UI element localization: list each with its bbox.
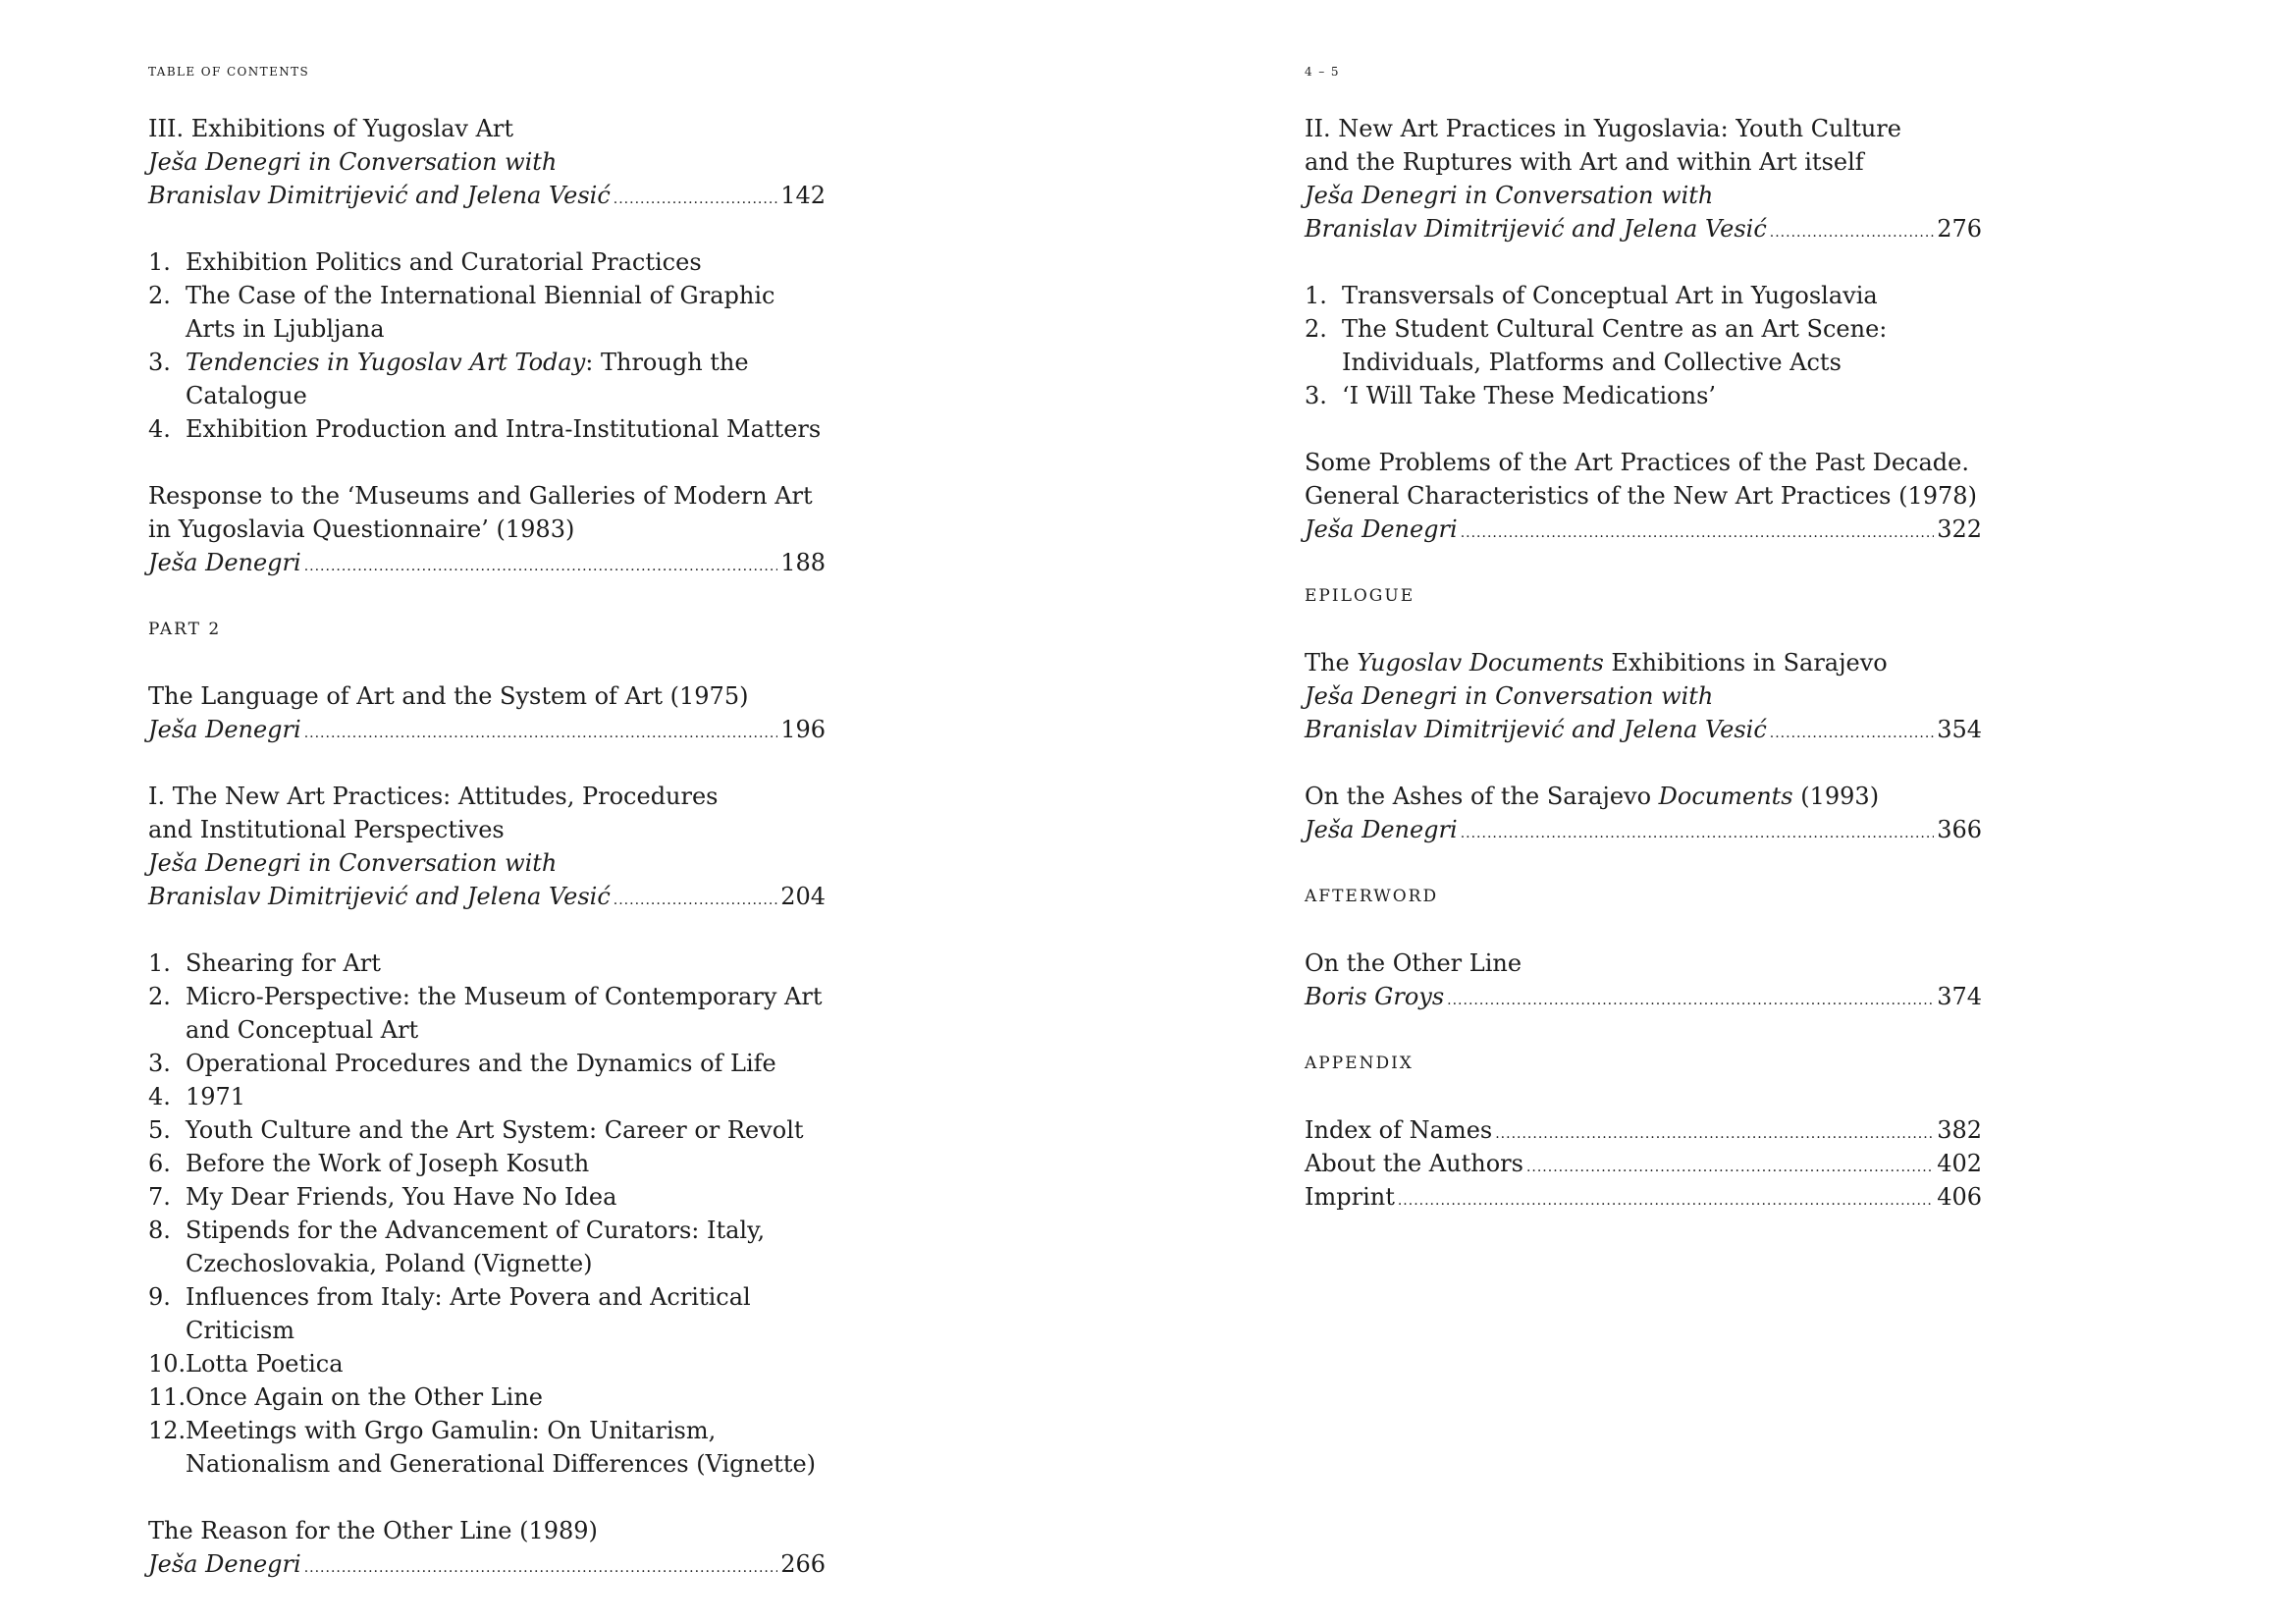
entry-author: Ješa Denegri xyxy=(148,716,301,743)
item-title-italic: Tendencies in Yugoslav Art Today xyxy=(186,349,586,376)
entry-subtitle: Ješa Denegri in Conversation with xyxy=(148,849,558,877)
item-title: The Case of the International Biennial of Graphic Arts in Ljubljana xyxy=(186,282,775,343)
list-item[interactable] xyxy=(148,980,826,1047)
entry-title[interactable]: I. The New Art Practices: Attitudes, Procedures xyxy=(148,783,719,810)
page-number: 354 xyxy=(1937,716,1982,743)
toc-leader-line xyxy=(1305,713,1982,746)
toc-left xyxy=(148,112,826,1581)
item-number: 11. xyxy=(148,1383,187,1411)
item-number: 9. xyxy=(148,1283,171,1311)
page-number: 266 xyxy=(780,1550,826,1578)
item-title: Stipends for the Advancement of Curators: Italy, Czechoslovakia, Poland (Vignette) xyxy=(186,1217,766,1277)
title-part: (1993) xyxy=(1792,783,1880,810)
item-number: 3. xyxy=(148,1050,171,1077)
appendix-entry[interactable] xyxy=(1305,1147,1982,1180)
entry-title[interactable]: The Reason for the Other Line (1989) xyxy=(148,1517,598,1544)
item-title: Operational Procedures and the Dynamics of Life xyxy=(186,1050,776,1077)
entry-author: Ješa Denegri xyxy=(1305,515,1458,543)
item-number: 6. xyxy=(148,1150,171,1177)
page-number: 276 xyxy=(1937,215,1982,243)
section-heading-afterword: AFTERWORD xyxy=(1305,887,1439,906)
item-number: 2. xyxy=(148,983,171,1010)
page-number: 204 xyxy=(780,883,826,910)
item-number: 7. xyxy=(148,1183,171,1211)
leader-dots xyxy=(1495,1113,1934,1151)
appendix-entry[interactable] xyxy=(1305,1180,1982,1214)
entry-title[interactable]: II. New Art Practices in Yugoslavia: Youth Culture xyxy=(1305,115,1901,142)
item-number: 1. xyxy=(148,248,171,276)
item-title xyxy=(186,346,826,412)
entry-author: Ješa Denegri xyxy=(1305,816,1458,843)
leader-dots xyxy=(1770,212,1934,249)
entry-author: Ješa Denegri xyxy=(148,1550,301,1578)
toc-leader-line xyxy=(1305,212,1982,245)
list-item[interactable] xyxy=(148,245,826,279)
entry-title-cont[interactable]: General Characteristics of the New Art Practices (1978) xyxy=(1305,482,1977,510)
leader-dots xyxy=(614,880,777,917)
list-item[interactable] xyxy=(148,1080,826,1113)
list-item[interactable] xyxy=(148,279,826,346)
leader-dots xyxy=(304,1547,777,1585)
leader-dots xyxy=(1461,813,1934,850)
entry-title-cont[interactable]: and the Ruptures with Art and within Art itself xyxy=(1305,148,1864,176)
list-item[interactable] xyxy=(148,412,826,446)
section-heading-part-2: PART 2 xyxy=(148,620,222,639)
section-heading-epilogue: EPILOGUE xyxy=(1305,586,1415,606)
item-title: Micro-Perspective: the Museum of Contemporary Art and Conceptual Art xyxy=(186,983,823,1044)
page-number: 382 xyxy=(1937,1116,1982,1144)
entry-subtitle: Ješa Denegri in Conversation with xyxy=(148,148,558,176)
toc-leader-line xyxy=(148,713,826,746)
entry-title[interactable]: The Language of Art and the System of Art (1975) xyxy=(148,682,749,710)
item-number: 3. xyxy=(148,349,171,376)
list-item[interactable] xyxy=(148,1380,826,1414)
entry-authors: Branislav Dimitrijević and Jelena Vesić xyxy=(148,883,611,910)
item-number: 4. xyxy=(148,415,171,443)
title-part: Exhibitions in Sarajevo xyxy=(1603,649,1888,676)
appendix-label: About the Authors xyxy=(1305,1150,1523,1177)
leader-dots xyxy=(1526,1147,1934,1184)
item-number: 8. xyxy=(148,1217,171,1244)
list-item[interactable] xyxy=(148,1347,826,1380)
page-number: 406 xyxy=(1937,1183,1982,1211)
entry-authors: Branislav Dimitrijević and Jelena Vesić xyxy=(148,182,611,209)
item-number: 2. xyxy=(148,282,171,309)
entry-author: Ješa Denegri xyxy=(148,549,301,576)
leader-dots xyxy=(614,179,777,216)
entry-subtitle: Ješa Denegri in Conversation with xyxy=(1305,682,1714,710)
page-number: 142 xyxy=(780,182,826,209)
item-title: Shearing for Art xyxy=(186,949,381,977)
entry-title[interactable]: On the Other Line xyxy=(1305,949,1522,977)
item-title: 1971 xyxy=(186,1083,246,1110)
page-number: 374 xyxy=(1937,983,1982,1010)
item-title: Transversals of Conceptual Art in Yugoslavia xyxy=(1342,282,1878,309)
list-item[interactable] xyxy=(1305,279,1982,312)
toc-leader-line xyxy=(1305,980,1982,1013)
item-title: Influences from Italy: Arte Povera and Acritical Criticism xyxy=(186,1283,751,1344)
title-part: On the Ashes of the Sarajevo xyxy=(1305,783,1659,810)
leader-dots xyxy=(1461,513,1934,550)
page-number: 366 xyxy=(1937,816,1982,843)
item-title-rest: : Through the Catalogue xyxy=(186,349,749,409)
item-title: Meetings with Grgo Gamulin: On Unitarism, Nationalism and Generational Differences (Vignette) xyxy=(186,1417,817,1478)
list-item[interactable] xyxy=(148,1047,826,1080)
entry-author: Boris Groys xyxy=(1305,983,1445,1010)
title-italic: Documents xyxy=(1658,783,1793,810)
item-title: Youth Culture and the Art System: Career or Revolt xyxy=(186,1116,804,1144)
chapter-list xyxy=(148,245,826,446)
entry-subtitle: Ješa Denegri in Conversation with xyxy=(1305,182,1714,209)
item-title: Once Again on the Other Line xyxy=(186,1383,543,1411)
item-number: 10. xyxy=(148,1350,187,1378)
entry-title[interactable]: III. Exhibitions of Yugoslav Art xyxy=(148,115,514,142)
item-title: ‘I Will Take These Medications’ xyxy=(1342,382,1717,409)
list-item[interactable] xyxy=(1305,379,1982,412)
toc-leader-line xyxy=(148,1547,826,1581)
entry-authors: Branislav Dimitrijević and Jelena Vesić xyxy=(1305,716,1767,743)
leader-dots xyxy=(304,546,777,583)
leader-dots xyxy=(304,713,777,750)
toc-leader-line xyxy=(1305,513,1982,546)
running-head-left: TABLE OF CONTENTS xyxy=(148,65,310,79)
page-number: 322 xyxy=(1937,515,1982,543)
item-number: 1. xyxy=(148,949,171,977)
item-title: The Student Cultural Centre as an Art Scene: Individuals, Platforms and Collective Acts xyxy=(1342,315,1888,376)
item-title: My Dear Friends, You Have No Idea xyxy=(186,1183,617,1211)
item-number: 3. xyxy=(1305,382,1327,409)
item-number: 1. xyxy=(1305,282,1327,309)
list-item[interactable] xyxy=(148,346,826,412)
list-item[interactable] xyxy=(148,1113,826,1147)
appendix-label: Imprint xyxy=(1305,1183,1395,1211)
entry-title[interactable]: Response to the ‘Museums and Galleries of Modern Art xyxy=(148,482,813,510)
list-item[interactable] xyxy=(148,1280,826,1347)
list-item[interactable] xyxy=(148,1214,826,1280)
item-title: Exhibition Politics and Curatorial Practices xyxy=(186,248,702,276)
chapter-list xyxy=(148,947,826,1481)
section-heading-appendix: APPENDIX xyxy=(1305,1054,1414,1073)
item-number: 2. xyxy=(1305,315,1327,343)
list-item[interactable] xyxy=(148,1180,826,1214)
item-title: Exhibition Production and Intra-Institutional Matters xyxy=(186,415,822,443)
entry-title-cont[interactable]: and Institutional Perspectives xyxy=(148,816,505,843)
toc-leader-line xyxy=(148,880,826,913)
item-title: Before the Work of Joseph Kosuth xyxy=(186,1150,590,1177)
entry-title[interactable]: Some Problems of the Art Practices of the Past Decade. xyxy=(1305,449,1970,476)
page-number: 196 xyxy=(780,716,826,743)
leader-dots xyxy=(1447,980,1934,1017)
item-number: 4. xyxy=(148,1083,171,1110)
entry-title-cont[interactable]: in Yugoslavia Questionnaire’ (1983) xyxy=(148,515,575,543)
entry-authors: Branislav Dimitrijević and Jelena Vesić xyxy=(1305,215,1767,243)
left-page xyxy=(148,0,826,1623)
item-title: Lotta Poetica xyxy=(186,1350,344,1378)
toc-leader-line xyxy=(148,179,826,212)
title-italic: Yugoslav Documents xyxy=(1357,649,1604,676)
toc-leader-line xyxy=(1305,813,1982,846)
entry-title[interactable] xyxy=(1305,780,1982,813)
page-number: 402 xyxy=(1937,1150,1982,1177)
title-part: The xyxy=(1305,649,1358,676)
entry-title[interactable] xyxy=(1305,646,1982,679)
leader-dots xyxy=(1398,1180,1934,1217)
list-item[interactable] xyxy=(148,1414,826,1481)
item-number: 5. xyxy=(148,1116,171,1144)
appendix-entry[interactable] xyxy=(1305,1113,1982,1147)
chapter-list xyxy=(1305,279,1982,412)
page-number: 188 xyxy=(780,549,826,576)
list-item[interactable] xyxy=(148,1147,826,1180)
list-item[interactable] xyxy=(1305,312,1982,379)
right-page xyxy=(1305,0,1982,1623)
appendix-label: Index of Names xyxy=(1305,1116,1493,1144)
leader-dots xyxy=(1770,713,1934,750)
list-item[interactable] xyxy=(148,947,826,980)
item-number: 12. xyxy=(148,1417,187,1444)
toc-right xyxy=(1305,112,1982,1214)
running-head-right: 4 – 5 xyxy=(1305,65,1340,79)
toc-leader-line xyxy=(148,546,826,579)
